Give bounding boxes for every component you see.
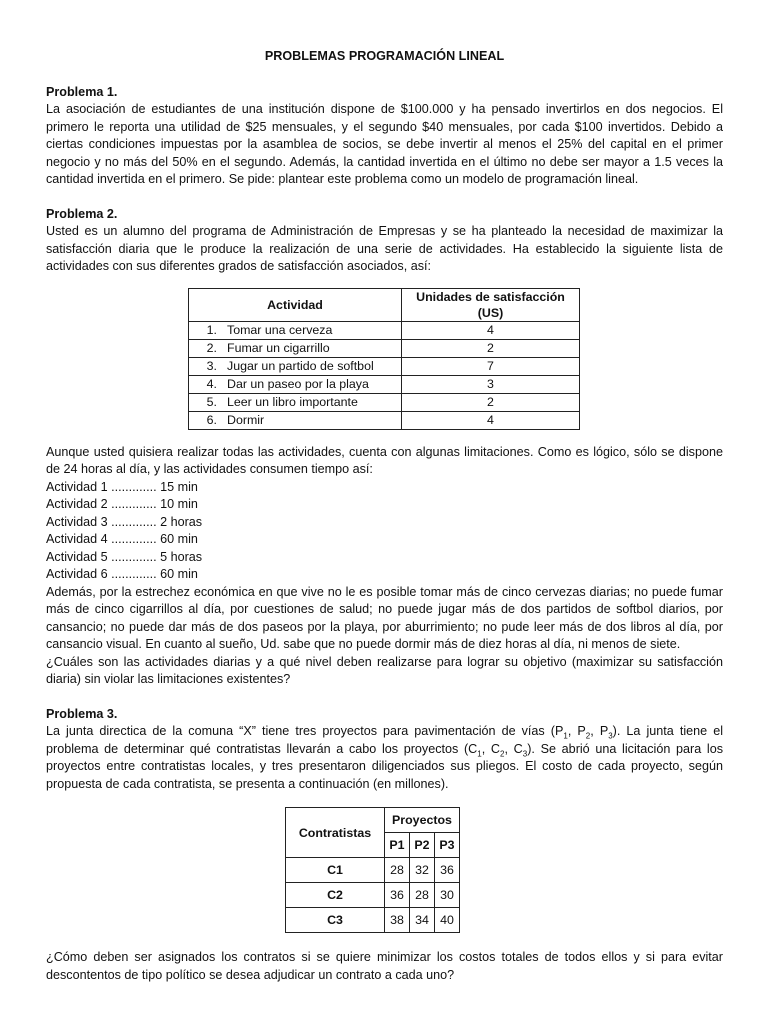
contractor-name: C3 [286,908,385,933]
table-row [189,339,580,357]
problem3-text: La junta directica de la comuna “X” tiene tres proyectos para pavimentación de vías ($P_1$, $P_2$, $P_3$). La junta tiene el problema de determinar qué contratistas llevarán a cabo los proyectos ($C_1$, $C_2$, $C_3$). Se abrió una licitación para los proyectos entre contratistas locales, y tres presentaron diligenciados sus pliegos. El costo de cada proyecto, según propuesta de cada contratista, se presenta a continuación (en millones). [46,724,724,791]
contractor-name: C1 [286,858,385,883]
list-item: Actividad 2 ............. 10 min [46,497,198,511]
activities-table [188,288,580,430]
activity-number: 2. [189,339,222,357]
activity-number: 4. [189,375,222,393]
cost-cell: 40 [435,908,460,933]
activity-times-list [46,479,723,584]
problem2-constraints: Además, por la estrechez económica en que vive no le es posible tomar más de cinco cervezas diarias; no puede fumar más de cinco cigarrillos al día, por cuestiones de salud; no puede jugar más de dos partidos de softbol diarios, por cansancio; no puede dar más de dos paseos por la playa, por aburrimiento; no pude leer más de dos libros al día, por cansancio visual. En cuanto al sueño, Ud. sabe que no puede dormir más de diez horas al día, ni menos de siete. [46,584,723,651]
activity-name: Dar un paseo por la playa [221,375,402,393]
activity-name: Dormir [221,411,402,429]
table-row [189,357,580,375]
list-item: Actividad 1 ............. 15 min [46,479,198,494]
cost-header-contractors: Contratistas [286,808,385,858]
activity-us: 3 [402,375,580,393]
cost-cell: 38 [385,908,410,933]
problem1-text: La asociación de estudiantes de una institución dispone de $100.000 y ha pensado invertirlos en dos negocios. El primero le reporta una utilidad de $25 mensuales, y el segundo $40 mensuales, por cada $100 invertidos. Debido a ciertas condiciones impuestas por la asamblea de socios, se debe invertir al menos el 25% del capital en el primer negocio y no más del 50% en el segundo. Además, la cantidad invertida en el último no debe ser mayor a 1.5 veces la cantidad invertida en el primero. Se pide: plantear este problema como un modelo de programación lineal. [46,102,723,186]
cost-cell: 32 [410,858,435,883]
list-item: Actividad 4 ............. 60 min [46,532,198,546]
table-row [189,411,580,429]
activity-us: 4 [402,321,580,339]
activity-us: 2 [402,393,580,411]
list-item: Actividad 3 ............. 2 horas [46,514,203,529]
activity-name: Fumar un cigarrillo [221,339,402,357]
cost-header-p3: P3 [435,833,460,858]
cost-cell: 28 [385,858,410,883]
activity-us: 7 [402,357,580,375]
cost-cell: 34 [410,908,435,933]
cost-header-projects: Proyectos [385,808,460,833]
contractor-name: C2 [286,883,385,908]
cost-header-p1: P1 [385,833,410,858]
table-row [189,375,580,393]
activity-name: Jugar un partido de softbol [221,357,402,375]
activity-number: 5. [189,393,222,411]
problem3-question: ¿Cómo deben ser asignados los contratos si se quiere minimizar los costos totales de todos ellos y si para evitar descontentos de tipo político se desea adjudicar un contrato a cada uno? [46,950,723,982]
activity-name: Tomar una cerveza [221,321,402,339]
cost-table [285,807,460,933]
activity-us: 2 [402,339,580,357]
activity-number: 6. [189,411,222,429]
cost-header-p2: P2 [410,833,435,858]
problem3-heading: Problema 3. [46,706,118,721]
problem2-limits: Aunque usted quisiera realizar todas las actividades, cuenta con algunas limitaciones. Como es lógico, sólo se dispone de 24 horas al día, y las actividades consumen tiempo así: [46,444,723,476]
table-row [286,858,460,883]
document-page [46,44,723,984]
table-row [286,908,460,933]
cost-cell: 30 [435,883,460,908]
problem2-heading: Problema 2. [46,206,118,221]
table-row [286,883,460,908]
table-row [189,321,580,339]
list-item: Actividad 6 ............. 60 min [46,567,198,581]
cost-cell: 28 [410,883,435,908]
activities-header-activity: Actividad [189,288,402,321]
cost-cell: 36 [435,858,460,883]
activity-us: 4 [402,411,580,429]
activity-number: 3. [189,357,222,375]
activities-header-us: Unidades de satisfacción (US) [402,288,580,321]
problem1-heading: Problema 1. [46,84,118,99]
cost-cell: 36 [385,883,410,908]
table-row [189,393,580,411]
activity-number: 1. [189,321,222,339]
activity-name: Leer un libro importante [221,393,402,411]
page-title: PROBLEMAS PROGRAMACIÓN LINEAL [264,49,505,63]
list-item: Actividad 5 ............. 5 horas [46,549,203,564]
problem2-question: ¿Cuáles son las actividades diarias y a qué nivel deben realizarse para lograr su objetivo (maximizar su satisfacción diaria) sin violar las limitaciones existentes? [46,654,723,686]
problem2-intro: Usted es un alumno del programa de Administración de Empresas y se ha planteado la necesidad de maximizar la satisfacción diaria que le produce la realización de una serie de actividades. Ha establecido la siguiente lista de actividades con sus diferentes grados de satisfacción asociados, así: [46,224,723,273]
